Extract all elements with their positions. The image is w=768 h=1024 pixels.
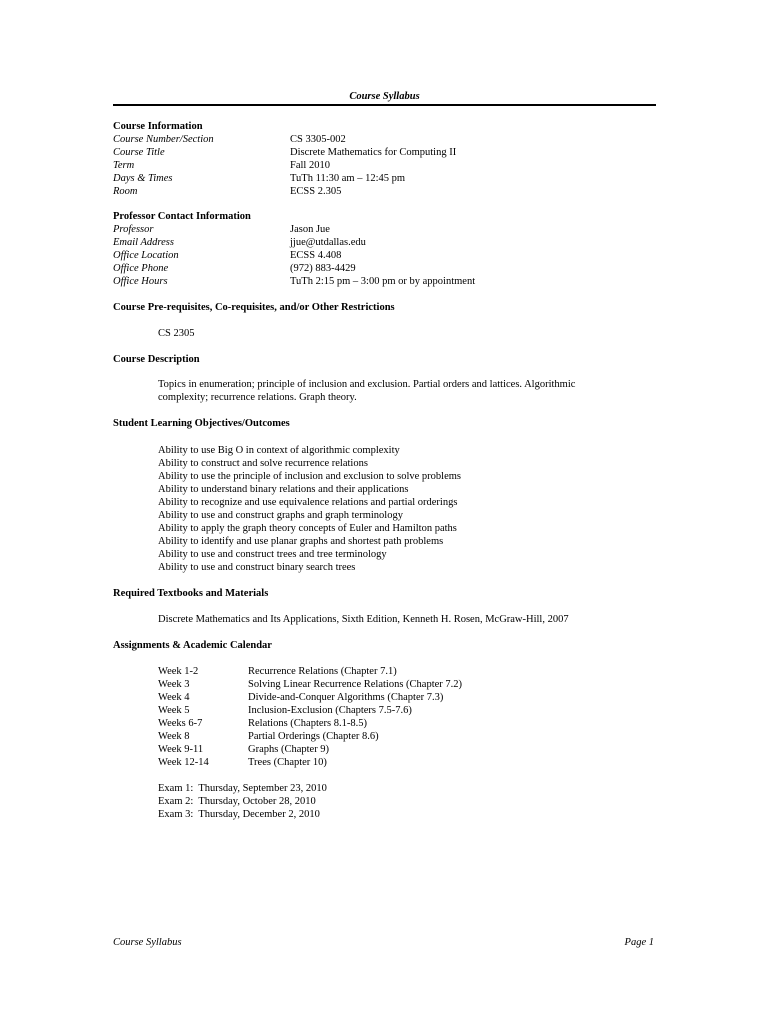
prereq-text: CS 2305 — [158, 328, 195, 339]
exam-item: Exam 3: Thursday, December 2, 2010 — [158, 809, 320, 820]
textbooks-heading: Required Textbooks and Materials — [113, 588, 269, 599]
calendar-week: Week 4 — [158, 692, 190, 703]
exam-item: Exam 1: Thursday, September 23, 2010 — [158, 783, 327, 794]
objective-item: Ability to use and construct binary search trees — [158, 562, 356, 573]
calendar-week: Week 5 — [158, 705, 190, 716]
calendar-topic: Solving Linear Recurrence Relations (Chapter 7.2) — [248, 679, 463, 690]
professor-label: Professor — [113, 224, 154, 235]
days-times-value: TuTh 11:30 am – 12:45 pm — [290, 173, 406, 184]
description-line-2: complexity; recurrence relations. Graph theory. — [158, 392, 357, 403]
calendar-week: Week 3 — [158, 679, 190, 690]
objective-item: Ability to use and construct trees and tree terminology — [158, 549, 387, 560]
description-heading: Course Description — [113, 354, 200, 365]
calendar-topic: Trees (Chapter 10) — [248, 757, 327, 768]
calendar-week: Weeks 6-7 — [158, 718, 203, 729]
office-hours-value: TuTh 2:15 pm – 3:00 pm or by appointment — [290, 276, 476, 287]
professor-heading: Professor Contact Information — [113, 211, 251, 222]
footer-page-number: Page 1 — [624, 937, 654, 948]
objectives-heading: Student Learning Objectives/Outcomes — [113, 418, 290, 429]
calendar-week: Week 1-2 — [158, 666, 199, 677]
course-number-value: CS 3305-002 — [290, 134, 346, 145]
calendar-topic: Partial Orderings (Chapter 8.6) — [248, 731, 379, 742]
course-number-label: Course Number/Section — [113, 134, 214, 145]
days-times-label: Days & Times — [113, 173, 173, 184]
objective-item: Ability to use Big O in context of algorithmic complexity — [158, 445, 400, 456]
header-rule — [113, 104, 656, 106]
course-title-value: Discrete Mathematics for Computing II — [290, 147, 457, 158]
calendar-heading: Assignments & Academic Calendar — [113, 640, 272, 651]
calendar-week: Week 8 — [158, 731, 190, 742]
objective-item: Ability to construct and solve recurrence relations — [158, 458, 368, 469]
calendar-week: Week 12-14 — [158, 757, 209, 768]
calendar-week: Week 9-11 — [158, 744, 204, 755]
objective-item: Ability to apply the graph theory concepts of Euler and Hamilton paths — [158, 523, 457, 534]
objective-item: Ability to use and construct graphs and graph terminology — [158, 510, 403, 521]
professor-value: Jason Jue — [290, 224, 330, 235]
office-phone-value: (972) 883-4429 — [290, 263, 356, 274]
calendar-topic: Relations (Chapters 8.1-8.5) — [248, 718, 367, 729]
prereq-heading: Course Pre-requisites, Co-requisites, and/or Other Restrictions — [113, 302, 395, 313]
calendar-topic: Recurrence Relations (Chapter 7.1) — [248, 666, 397, 677]
office-hours-label: Office Hours — [113, 276, 168, 287]
office-location-value: ECSS 4.408 — [290, 250, 342, 261]
calendar-topic: Inclusion-Exclusion (Chapters 7.5-7.6) — [248, 705, 412, 716]
calendar-topic: Divide-and-Conquer Algorithms (Chapter 7.3) — [248, 692, 444, 703]
room-label: Room — [113, 186, 138, 197]
objective-item: Ability to recognize and use equivalence relations and partial orderings — [158, 497, 458, 508]
course-title-label: Course Title — [113, 147, 165, 158]
course-info-heading: Course Information — [113, 121, 203, 132]
textbook-text: Discrete Mathematics and Its Applications, Sixth Edition, Kenneth H. Rosen, McGraw-Hill, 2007 — [158, 614, 569, 625]
footer-title: Course Syllabus — [113, 937, 182, 948]
page-header-title: Course Syllabus — [349, 91, 420, 102]
office-phone-label: Office Phone — [113, 263, 169, 274]
room-value: ECSS 2.305 — [290, 186, 342, 197]
term-label: Term — [113, 160, 135, 171]
office-location-label: Office Location — [113, 250, 179, 261]
objective-item: Ability to identify and use planar graphs and shortest path problems — [158, 536, 444, 547]
objective-item: Ability to understand binary relations and their applications — [158, 484, 409, 495]
email-label: Email Address — [113, 237, 174, 248]
objective-item: Ability to use the principle of inclusion and exclusion to solve problems — [158, 471, 461, 482]
calendar-topic: Graphs (Chapter 9) — [248, 744, 330, 755]
term-value: Fall 2010 — [290, 160, 330, 171]
email-value: jjue@utdallas.edu — [290, 237, 366, 248]
exam-item: Exam 2: Thursday, October 28, 2010 — [158, 796, 316, 807]
description-line-1: Topics in enumeration; principle of inclusion and exclusion. Partial orders and lattices. Algorithmic — [158, 379, 576, 390]
